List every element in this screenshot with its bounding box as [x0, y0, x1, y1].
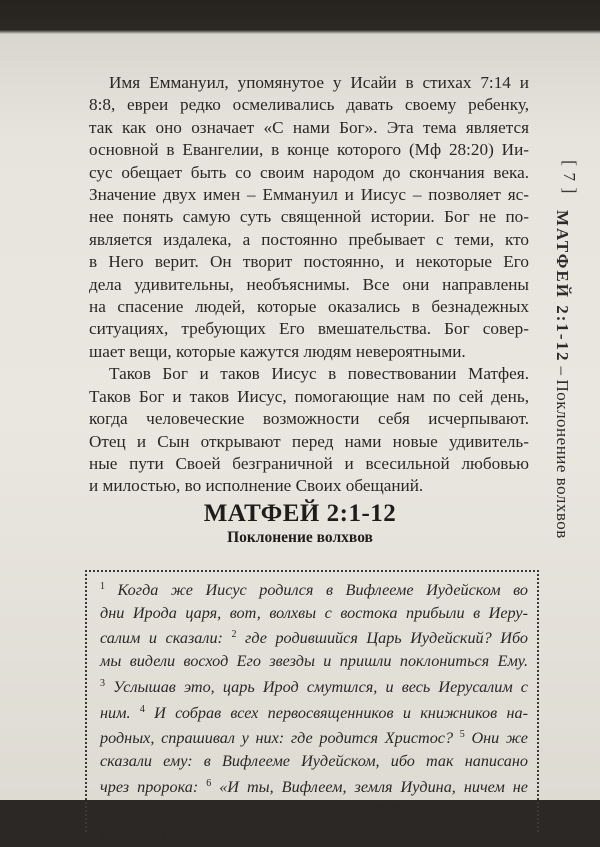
text-line: когда человеческие возможности себя исчерпывают. [89, 409, 529, 429]
text-line: является издалека, а постоянно пребывает с теми, кто [89, 229, 529, 249]
text-line: Значение двух имен – Еммануил и Иисус – позволяет яс- [89, 185, 529, 205]
verse-number: 6 [206, 777, 212, 789]
text-line: нее понять самую суть священной истории. Бог не по- [89, 207, 529, 227]
scripture-text [100, 576, 528, 847]
text-line: ситуациях, требующих Его вмешательства. Бог совер- [89, 319, 529, 339]
text-line: ные пути Своей безграничной и всесильной любовью [89, 453, 529, 473]
verse-line: салим и сказали: $^2$ где родившийся Царь Иудейский? Ибо [100, 629, 528, 648]
text-line: так как оно означает «С нами Бог». Эта тема является [89, 117, 529, 137]
running-head-reference: МАТФЕЙ 2:1-12 [553, 210, 572, 363]
verse-line: дни Ирода царя, вот, волхвы с востока прибыли в Иеру- [100, 603, 528, 622]
text-line: сус обещает быть со своим народом до скончания века. [89, 162, 529, 182]
verse-line: сказали ему: в Вифлееме Иудейском, ибо так написано [100, 751, 528, 770]
text-line: в Него верит. Он творит постоянно, и некоторые Его [89, 252, 529, 272]
text-line: дела удивительны, необъяснимы. Все они направлены [89, 274, 529, 294]
verse-number: 3 [100, 677, 105, 689]
text-line: и милостью, во исполнение Своих обещаний. [89, 476, 424, 496]
verse-number: 2 [231, 629, 237, 641]
text-line: Отец и Сын открывают перед нами новые удивитель- [89, 431, 529, 451]
running-head [552, 210, 572, 539]
section-subtitle: Поклонение волхвов [227, 529, 373, 546]
verse-number: 5 [459, 729, 465, 741]
text-line: Имя Еммануил, упомянутое у Исайи в стихах 7:14 и [109, 73, 529, 92]
verse-number: 7 [470, 826, 476, 838]
text-line: 8:8, евреи редко осмеливались давать своему ребенку, [89, 95, 529, 115]
commentary-text [89, 72, 529, 498]
page-number: [ 7 ] [560, 160, 580, 195]
verse-line: чрез пророка: $^6$ «И ты, Вифлеем, земля Иудина, ничем не [100, 777, 528, 796]
verse-number: 4 [139, 703, 145, 715]
verse-line: мы видели восход Его звезды и пришли поклониться Ему. [100, 652, 528, 671]
text-line: шает вещи, которые кажутся людям невероятными. [89, 341, 466, 361]
verse-line: $^1$ Когда же Иисус родился в Вифлееме Иудейском во [100, 581, 528, 599]
running-head-title: Поклонение волхвов [553, 379, 572, 539]
section-title: МАТФЕЙ 2:1-12 [203, 500, 397, 527]
verse-line: $^3$ Услышав это, царь Ирод смутился, и весь Иерусалим с [100, 677, 528, 696]
text-line: основной в Евангелии, в конце которого (Мф 28:20) Ии- [89, 140, 529, 160]
text-line: Таков Бог и таков Иисус в повествовании Матфея. [109, 364, 529, 384]
running-head-dash: – [553, 366, 572, 376]
verse-line: родных, спрашивал у них: где родится Христос? $^5$ Они же [100, 729, 528, 748]
text-line: на спасение людей, которые оказались в безнадежных [89, 297, 529, 317]
verse-line: ним. $^4$ И собрав всех первосвященников и книжников на- [100, 703, 528, 722]
text-line: Таков Бог и таков Иисус, помогающие нам по сей день, [89, 386, 529, 406]
verse-number: 1 [100, 581, 105, 592]
verse-line: меньше правителей Иудиных; ибо из тебя выйдет Вождь, [100, 800, 528, 819]
verse-line: Который будет пасти народ Мой, Израиля». $^7$ Тогда [100, 826, 528, 845]
